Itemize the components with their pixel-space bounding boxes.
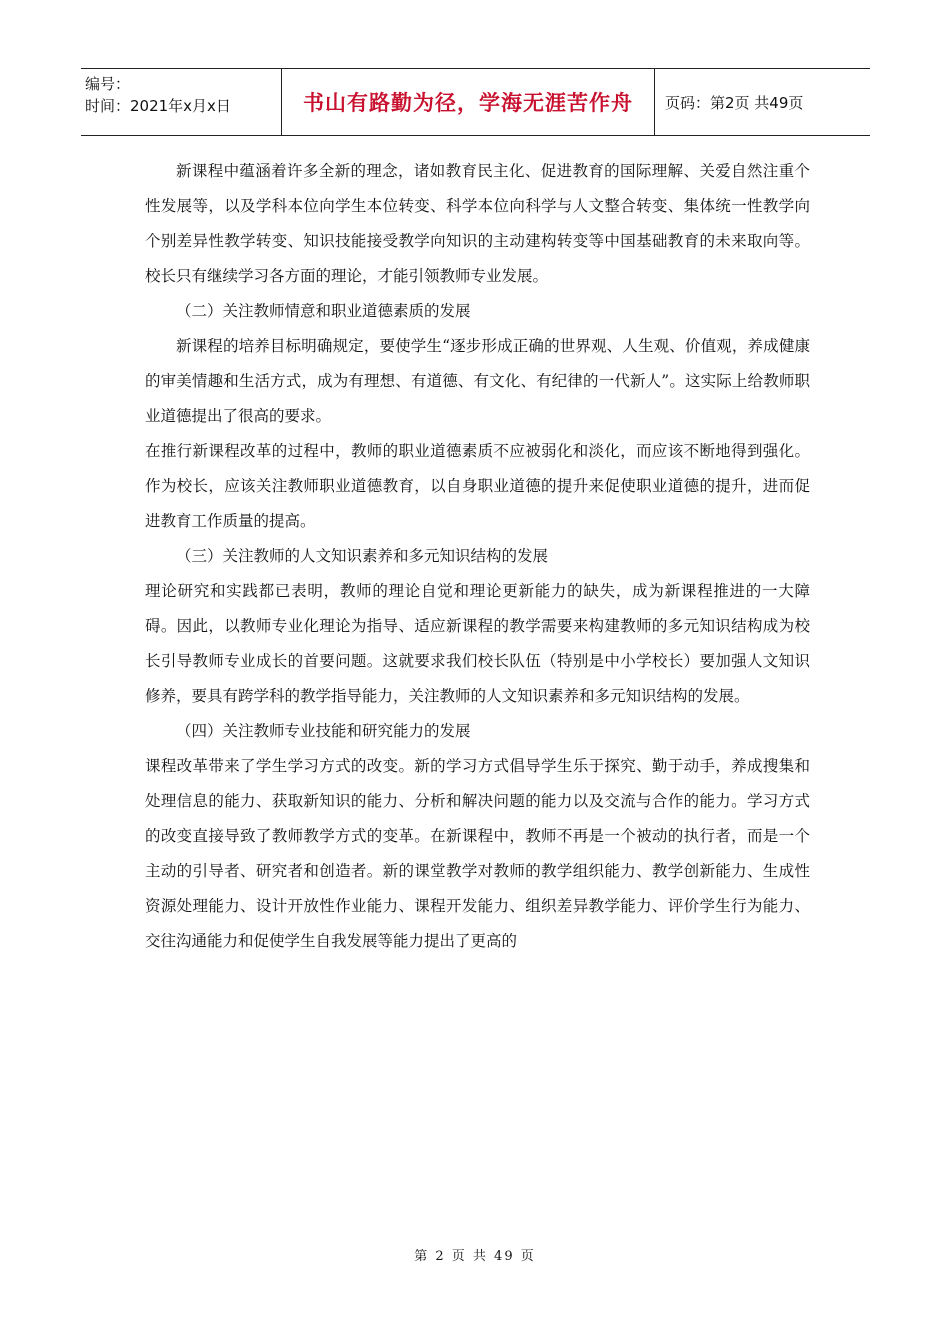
header-motto: 书山有路勤为径，学海无涯苦作舟 — [281, 69, 655, 135]
paragraph: 在推行新课程改革的过程中，教师的职业道德素质不应被弱化和淡化，而应该不断地得到强化。作为校长，应该关注教师职业道德教育，以自身职业道德的提升来促使职业道德的提升，进而促进教育工作质量的提高。 — [145, 442, 810, 530]
paragraph: 课程改革带来了学生学习方式的改变。新的学习方式倡导学生乐于探究、勤于动手，养成搜集和处理信息的能力、获取新知识的能力、分析和解决问题的能力以及交流与合作的能力。学习方式的改变直接导致了教师教学方式的变革。在新课程中，教师不再是一个被动的执行者，而是一个主动的引导者、研究者和创造者。新的课堂教学对教师的教学组织能力、教学创新能力、生成性资源处理能力、设计开放性作业能力、课程开发能力、组织差异教学能力、评价学生行为能力、交往沟通能力和促使学生自我发展等能力提出了更高的 — [145, 757, 810, 950]
page-header — [81, 68, 870, 136]
page-footer: 第 2 页 共 49 页 — [414, 1249, 536, 1264]
section-heading: （三）关注教师的人文知识素养和多元知识结构的发展 — [176, 547, 549, 565]
document-number: 编号： — [85, 75, 131, 93]
paragraph: 新课程的培养目标明确规定，要使学生“逐步形成正确的世界观、人生观、价值观，养成健康的审美情趣和生活方式，成为有理想、有道德、有文化、有纪律的一代新人”。这实际上给教师职业道德提出了很高的要求。 — [145, 337, 810, 425]
section-heading: （二）关注教师情意和职业道德素质的发展 — [176, 302, 471, 320]
document-date: 时间：2021年x月x日 — [85, 97, 231, 115]
section-heading: （四）关注教师专业技能和研究能力的发展 — [176, 722, 471, 740]
header-meta — [81, 69, 281, 135]
header-page-info: 页码：第2页 共49页 — [665, 93, 804, 112]
document-body — [145, 154, 810, 959]
paragraph: 新课程中蕴涵着许多全新的理念，诸如教育民主化、促进教育的国际理解、关爱自然注重个性发展等，以及学科本位向学生本位转变、科学本位向科学与人文整合转变、集体统一性教学向个别差异性教学转变、知识技能接受教学向知识的主动建构转变等中国基础教育的未来取向等。校长只有继续学习各方面的理论，才能引领教师专业发展。 — [145, 162, 810, 285]
paragraph: 理论研究和实践都已表明，教师的理论自觉和理论更新能力的缺失，成为新课程推进的一大障碍。因此，以教师专业化理论为指导、适应新课程的教学需要来构建教师的多元知识结构成为校长引导教师专业成长的首要问题。这就要求我们校长队伍（特别是中小学校长）要加强人文知识修养，要具有跨学科的教学指导能力，关注教师的人文知识素养和多元知识结构的发展。 — [145, 582, 810, 705]
